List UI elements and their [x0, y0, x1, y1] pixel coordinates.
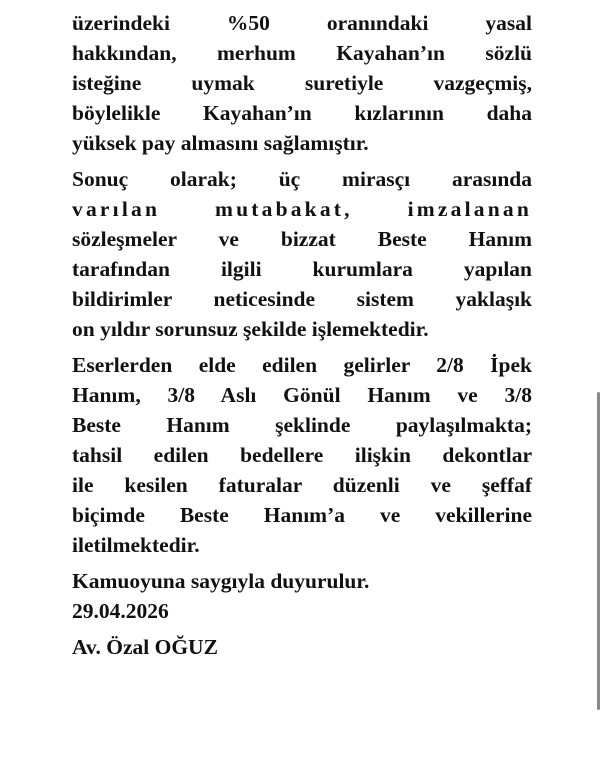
- text-line: tahsil edilen bedellere ilişkin dekontlar: [72, 443, 532, 467]
- text-line: on yıldır sorunsuz şekilde işlemektedir.: [72, 317, 429, 341]
- text-line: isteğine uymak suretiyle vazgeçmiş,: [72, 71, 532, 95]
- text-line: Hanım, 3/8 Aslı Gönül Hanım ve 3/8: [72, 383, 532, 407]
- text-line: Beste Hanım şeklinde paylaşılmakta;: [72, 413, 532, 437]
- signature: Av. Özal OĞUZ: [72, 635, 218, 659]
- text-line: varılan mutabakat, imzalanan: [72, 197, 532, 221]
- paragraph-1: [72, 8, 532, 158]
- text-line: Sonuç olarak; üç mirasçı arasında: [72, 167, 532, 191]
- text-line: böylelikle Kayahan’ın kızlarının daha: [72, 101, 532, 125]
- text-line: üzerindeki %50 oranındaki yasal: [72, 11, 532, 35]
- text-line: biçimde Beste Hanım’a ve vekillerine: [72, 503, 532, 527]
- text-line: Eserlerden elde edilen gelirler 2/8 İpek: [72, 353, 532, 377]
- text-line: sözleşmeler ve bizzat Beste Hanım: [72, 227, 532, 251]
- closing-line: Kamuoyuna saygıyla duyurulur.: [72, 569, 370, 593]
- text-line: ile kesilen faturalar düzenli ve şeffaf: [72, 473, 532, 497]
- text-line: yüksek pay almasını sağlamıştır.: [72, 131, 369, 155]
- paragraph-2: [72, 164, 532, 344]
- document-body: [72, 8, 532, 662]
- document-date: 29.04.2026: [72, 599, 169, 623]
- scrollbar[interactable]: [597, 392, 600, 710]
- text-line: bildirimler neticesinde sistem yaklaşık: [72, 287, 532, 311]
- paragraph-3: [72, 350, 532, 560]
- text-line: iletilmektedir.: [72, 533, 200, 557]
- text-line: tarafından ilgili kurumlara yapılan: [72, 257, 532, 281]
- text-line: hakkından, merhum Kayahan’ın sözlü: [72, 41, 532, 65]
